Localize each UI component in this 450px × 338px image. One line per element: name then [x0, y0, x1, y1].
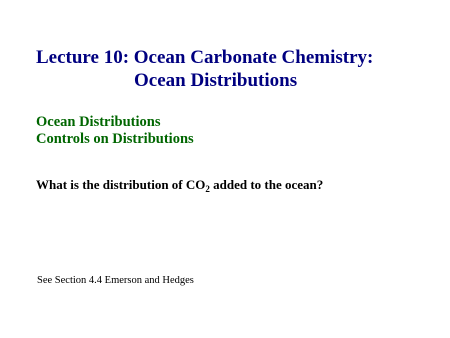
reference-note: See Section 4.4 Emerson and Hedges — [37, 275, 194, 286]
topic-item-ocean-distributions: Ocean Distributions — [36, 114, 161, 130]
slide-title-line-2: Ocean Distributions — [134, 70, 298, 91]
topic-item-controls-on-distributions: Controls on Distributions — [36, 131, 194, 147]
question-co2-subscript: 2 — [205, 184, 210, 194]
slide-title-line-1: Lecture 10: Ocean Carbonate Chemistry: — [36, 47, 374, 68]
question-text — [36, 177, 323, 193]
question-text-before: What is the distribution of CO — [36, 177, 206, 192]
question-text-after: added to the ocean? — [209, 177, 324, 192]
